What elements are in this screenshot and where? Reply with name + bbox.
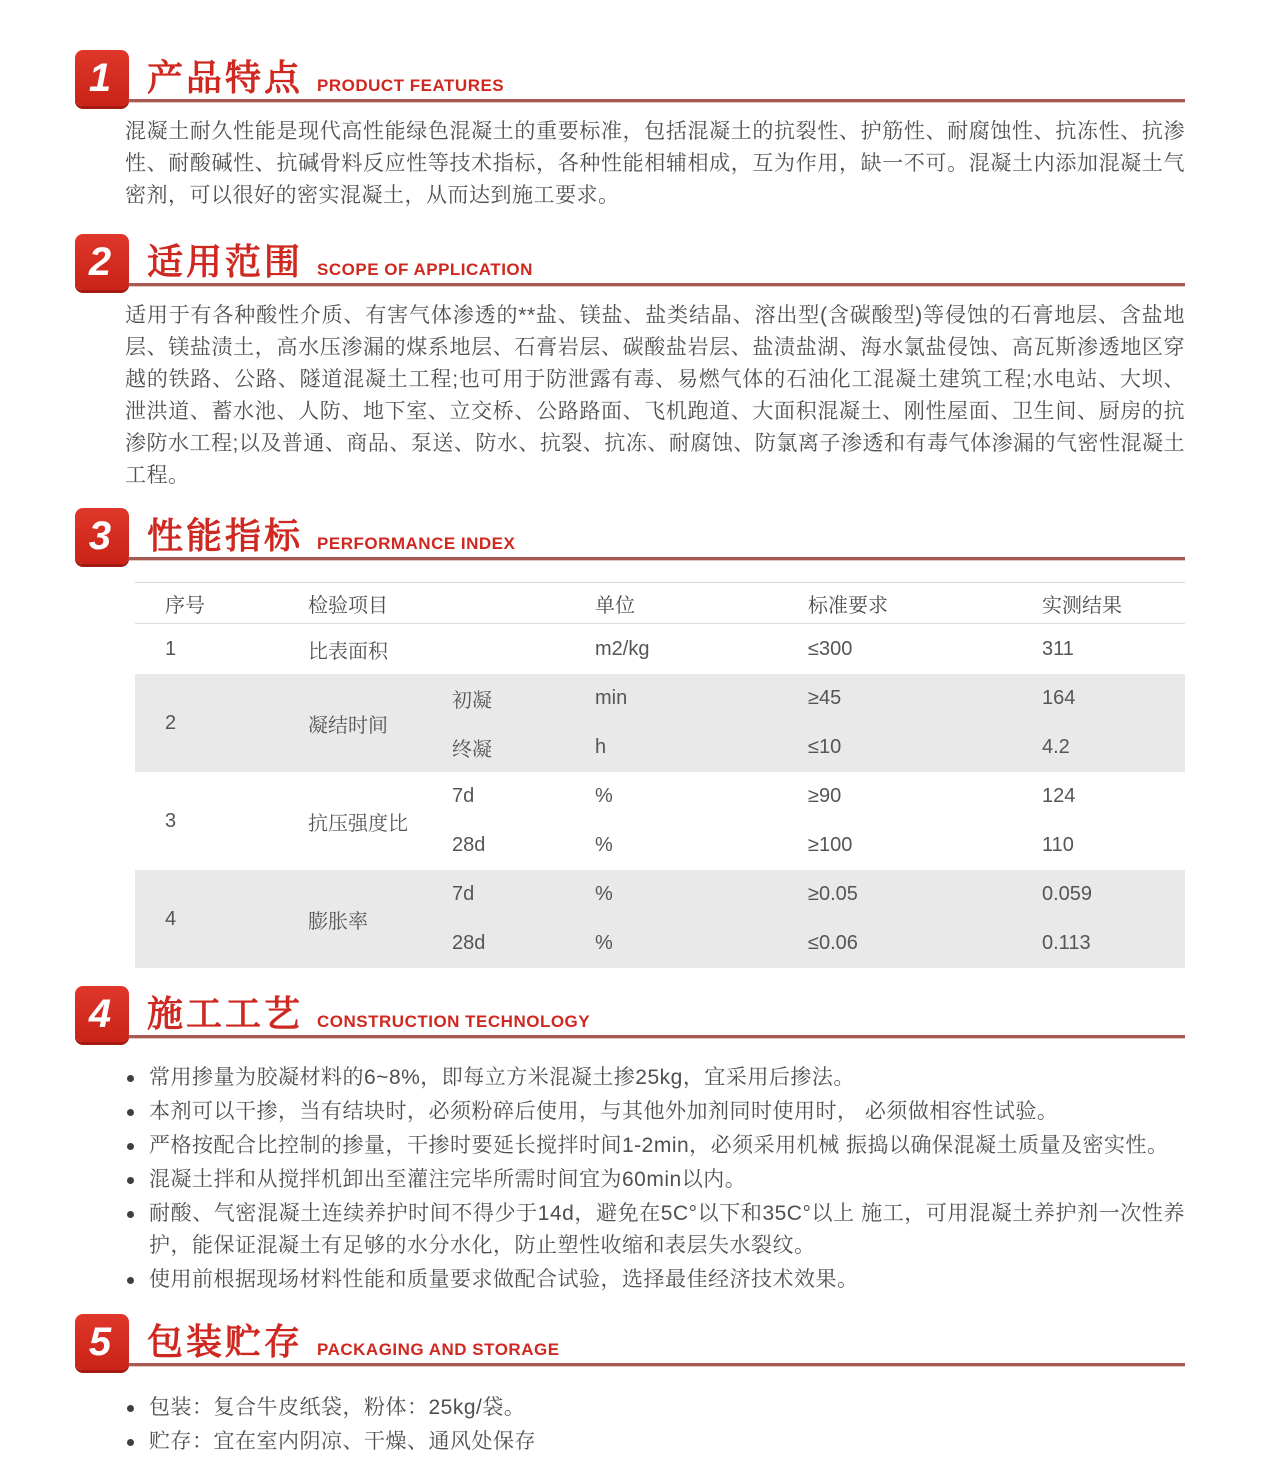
- list-item-text: 使用前根据现场材料性能和质量要求做配合试验，选择最佳经济技术效果。: [149, 1268, 859, 1291]
- section-header-right: [129, 234, 1185, 286]
- cell-sub: 终凝: [452, 739, 492, 761]
- cell-result: 311: [1042, 637, 1074, 660]
- section-title-zh: 性能指标: [147, 515, 304, 556]
- list-item: [127, 1392, 1185, 1424]
- cell-unit: %: [595, 785, 613, 807]
- section-header: [75, 50, 1185, 106]
- bullet-dot-icon: [127, 1177, 134, 1184]
- cell-no: 2: [165, 711, 177, 734]
- section-underline: [129, 1363, 1185, 1366]
- section-construction-technology: [75, 986, 1185, 1296]
- col-header-result: 实测结果: [1042, 594, 1122, 617]
- cell-req: ≥100: [808, 834, 853, 856]
- section-header: [75, 234, 1185, 290]
- list-item: [127, 1426, 1185, 1458]
- section-number-badge: 2: [75, 234, 129, 290]
- section-underline: [129, 99, 1185, 102]
- section-header: [75, 986, 1185, 1042]
- performance-table: [135, 582, 1185, 968]
- cell-result: 110: [1042, 834, 1074, 856]
- cell-req: ≤0.06: [808, 932, 858, 954]
- cell-req: ≥45: [808, 687, 842, 709]
- table-row: [135, 772, 1185, 870]
- section-title-en: PACKAGING AND STORAGE: [317, 1340, 560, 1359]
- bullet-dot-icon: [127, 1143, 134, 1150]
- construction-bullet-list: [127, 1062, 1185, 1296]
- cell-no: 3: [165, 809, 177, 832]
- section-titles: [129, 50, 1185, 96]
- list-item-text: 常用掺量为胶凝材料的6~8%，即每立方米混凝土掺25kg，宜采用后掺法。: [149, 1066, 855, 1089]
- section-titles: [129, 1314, 1185, 1360]
- list-item: [127, 1062, 1185, 1094]
- list-item-text: 贮存：宜在室内阴凉、干燥、通风处保存: [149, 1430, 536, 1453]
- list-item-text: 本剂可以干掺，当有结块时，必须粉碎后使用，与其他外加剂同时使用时， 必须做相容性试验。: [149, 1100, 1059, 1123]
- section-header-right: [129, 986, 1185, 1038]
- list-item: [127, 1198, 1185, 1262]
- section-product-features: [75, 50, 1185, 212]
- table-row: [135, 624, 1185, 674]
- col-header-req: 标准要求: [808, 594, 888, 617]
- cell-req: ≥0.05: [808, 883, 858, 905]
- section-header-right: [129, 1314, 1185, 1366]
- cell-result: 0.059: [1042, 883, 1093, 905]
- cell-sub: [422, 624, 565, 674]
- section-header: [75, 1314, 1185, 1370]
- section-title-zh: 施工工艺: [147, 993, 304, 1034]
- cell-unit: %: [595, 883, 613, 905]
- cell-sub: 7d: [452, 883, 475, 905]
- list-item-text: 严格按配合比控制的掺量，干掺时要延长搅拌时间1-2min，必须采用机械 振捣以确保混凝土质量及密实性。: [149, 1134, 1169, 1157]
- section-performance-index: [75, 508, 1185, 968]
- section-scope-of-application: [75, 234, 1185, 492]
- table-row: [135, 870, 1185, 968]
- cell-item: 比表面积: [308, 640, 388, 663]
- cell-item: 膨胀率: [308, 910, 368, 933]
- cell-unit: m2/kg: [595, 637, 650, 660]
- section-titles: [129, 986, 1185, 1032]
- cell-sub: 28d: [452, 932, 486, 954]
- cell-item: 抗压强度比: [308, 812, 408, 835]
- cell-unit: %: [595, 834, 613, 856]
- section-title-en: PRODUCT FEATURES: [317, 76, 505, 95]
- list-item: [127, 1164, 1185, 1196]
- cell-no: 4: [165, 907, 177, 930]
- cell-item: 凝结时间: [308, 714, 388, 737]
- section-underline: [129, 557, 1185, 560]
- cell-no: 1: [165, 637, 177, 660]
- section-paragraph: 混凝土耐久性能是现代高性能绿色混凝土的重要标准，包括混凝土的抗裂性、护筋性、耐腐蚀性、抗冻性、抗渗性、耐酸碱性、抗碱骨料反应性等技术指标，各种性能相辅相成，互为作用，缺一不可。混凝土内添加混凝土气密剂，可以很好的密实混凝土，从而达到施工要求。: [125, 120, 1185, 207]
- section-title-en: CONSTRUCTION TECHNOLOGY: [317, 1012, 591, 1031]
- section-title-en: PERFORMANCE INDEX: [317, 534, 516, 553]
- table-header-row: [135, 583, 1185, 624]
- cell-sub: 28d: [452, 834, 486, 856]
- section-number-badge: 1: [75, 50, 129, 106]
- bullet-dot-icon: [127, 1211, 134, 1218]
- section-header: [75, 508, 1185, 564]
- section-header-right: [129, 50, 1185, 102]
- section-title-zh: 包装贮存: [147, 1321, 304, 1362]
- cell-unit: %: [595, 932, 613, 954]
- section-header-right: [129, 508, 1185, 560]
- list-item-text: 混凝土拌和从搅拌机卸出至灌注完毕所需时间宜为60min以内。: [149, 1168, 747, 1191]
- bullet-dot-icon: [127, 1405, 134, 1412]
- section-packaging-and-storage: [75, 1314, 1185, 1458]
- packaging-bullet-list: [127, 1392, 1185, 1458]
- table-row: [135, 674, 1185, 772]
- section-titles: [129, 508, 1185, 554]
- section-titles: [129, 234, 1185, 280]
- cell-unit: min: [595, 687, 628, 709]
- section-underline: [129, 283, 1185, 286]
- cell-req: ≤300: [808, 637, 853, 660]
- bullet-dot-icon: [127, 1075, 134, 1082]
- cell-result: 124: [1042, 785, 1076, 807]
- col-header-item: 检验项目: [308, 594, 388, 617]
- cell-req: ≤10: [808, 736, 842, 758]
- cell-result: 4.2: [1042, 736, 1070, 758]
- section-title-zh: 适用范围: [147, 241, 304, 282]
- section-title-en: SCOPE OF APPLICATION: [317, 260, 533, 279]
- col-header-no: 序号: [165, 594, 205, 617]
- cell-sub: 初凝: [452, 690, 492, 712]
- cell-req: ≥90: [808, 785, 842, 807]
- list-item: [127, 1096, 1185, 1128]
- cell-result: 0.113: [1042, 932, 1091, 954]
- bullet-dot-icon: [127, 1277, 134, 1284]
- list-item: [127, 1264, 1185, 1296]
- col-header-unit: 单位: [595, 594, 635, 617]
- section-paragraph: 适用于有各种酸性介质、有害气体渗透的**盐、镁盐、盐类结晶、溶出型(含碳酸型)等侵蚀的石膏地层、含盐地层、镁盐渍土，高水压渗漏的煤系地层、石膏岩层、碳酸盐岩层、盐渍盐湖、海水氯盐侵蚀、高瓦斯渗透地区穿越的铁路、公路、隧道混凝土工程;也可用于防泄露有毒、易燃气体的石油化工混凝土建筑工程;水电站、大坝、泄洪道、蓄水池、人防、地下室、立交桥、公路路面、飞机跑道、大面积混凝土、刚性屋面、卫生间、厨房的抗渗防水工程;以及普通、商品、泵送、防水、抗裂、抗冻、耐腐蚀、防氯离子渗透和有毒气体渗漏的气密性混凝土工程。: [125, 304, 1185, 487]
- list-item-text: 包装：复合牛皮纸袋，粉体：25kg/袋。: [149, 1396, 526, 1419]
- bullet-dot-icon: [127, 1439, 134, 1446]
- section-underline: [129, 1035, 1185, 1038]
- section-number-badge: 4: [75, 986, 129, 1042]
- section-number-badge: 3: [75, 508, 129, 564]
- section-title-zh: 产品特点: [147, 57, 304, 98]
- cell-result: 164: [1042, 687, 1076, 709]
- cell-unit: h: [595, 736, 607, 758]
- section-number-badge: 5: [75, 1314, 129, 1370]
- list-item-text: 耐酸、气密混凝土连续养护时间不得少于14d，避免在5C°以下和35C°以上 施工，可用混凝土养护剂一次性养护，能保证混凝土有足够的水分水化，防止塑性收缩和表层失水裂纹。: [149, 1202, 1185, 1257]
- bullet-dot-icon: [127, 1109, 134, 1116]
- cell-sub: 7d: [452, 785, 475, 807]
- list-item: [127, 1130, 1185, 1162]
